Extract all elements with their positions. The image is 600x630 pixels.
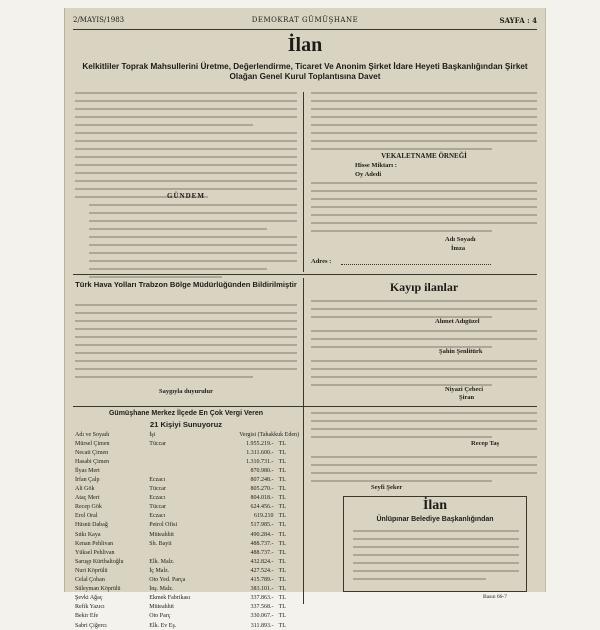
tax-cell-currency: TL (278, 486, 286, 493)
tax-cell-tax: 383.101.- (250, 586, 274, 593)
tax-cell-tax: 330.067.- (250, 613, 274, 620)
tax-cell-job: Tüccar (149, 504, 166, 511)
tax-cell-tax: 490.284.- (250, 531, 274, 538)
tax-cell-job: Oto Yed. Parça (149, 577, 186, 584)
tax-cell-tax: 1.311.600.- (246, 449, 274, 456)
tax-cell-currency: TL (278, 549, 286, 556)
tax-table-row (73, 585, 301, 594)
tax-cell-currency: TL (278, 595, 286, 602)
masthead-rule (73, 29, 537, 30)
tax-cell-name: Bekir Efe (75, 613, 99, 620)
tax-table-row (73, 566, 301, 575)
tax-cell-name: Erol Oral (75, 513, 98, 520)
tax-table (73, 430, 301, 630)
kayip-name-4: Recep Taş (471, 440, 499, 447)
tax-cell-job: Tüccar (149, 486, 166, 493)
tax-cell-currency: TL (278, 613, 286, 620)
tax-cell-name: Celal Çoban (75, 577, 105, 584)
tax-cell-currency: TL (278, 477, 286, 484)
tax-cell-tax: 415.789.- (250, 577, 274, 584)
tax-table-row (73, 530, 301, 539)
tax-cell-tax: 870.980.- (250, 467, 274, 474)
tax-cell-name: Yüksel Pehlivan (75, 549, 115, 556)
ilan-top-title: İlan (287, 34, 323, 56)
tax-cell-currency: TL (278, 495, 286, 502)
tax-cell-name: Nuri Köprülü (75, 567, 108, 574)
tax-cell-currency: TL (278, 522, 286, 529)
tax-cell-name: Sabri Çiğercı (75, 622, 107, 629)
tax-cell-tax: 337.863.- (250, 595, 274, 602)
tax-cell-name: Ataç Mert (75, 495, 100, 502)
tax-cell-currency: TL (278, 531, 286, 538)
tax-cell-tax: 488.737.- (250, 549, 274, 556)
tax-cell-job: Petrol Ofisi (149, 522, 178, 529)
tax-table-row (73, 612, 301, 621)
tax-cell-job: Oto Parç (149, 613, 171, 620)
vekaletname-text (311, 182, 537, 238)
tax-table-row (73, 439, 301, 448)
tax-cell-name: Süleyman Köprülü (75, 586, 121, 593)
tax-table-row (73, 448, 301, 457)
thy-heading: Türk Hava Yolları Trabzon Bölge Müdürlüğünden Bildirilmiştir (75, 280, 297, 289)
tax-cell-tax: 1.955.219.- (246, 440, 274, 447)
kayip-notice-2 (311, 330, 537, 354)
column-divider-bottom (303, 278, 304, 604)
tax-cell-name: Ali Gök (75, 486, 95, 493)
tax-cell-job: İnş. Malz. (149, 586, 174, 593)
ilan-bottom-text (353, 530, 519, 586)
kelkit-heading: Kelkitliler Toprak Mahsullerini Üretme, Değerlendirme, Ticaret Ve Anonim Şirket İdare Heyeti Başkanlığından Şirket Olağan Genel Kurul Toplantısına Davet (82, 62, 528, 82)
header-job: İşi (149, 431, 156, 438)
tax-cell-name: Necati Çimen (75, 449, 109, 456)
hisse-miktari-label: Hisse Miktarı : (355, 162, 397, 169)
kayip-notice-1 (311, 300, 537, 324)
tax-cell-tax: 432.824.- (250, 558, 274, 565)
vekaletname-title: VEKALETNAME ÖRNEĞİ (381, 152, 467, 160)
tax-table-row (73, 603, 301, 612)
tax-cell-name: Kenan Pehlivan (75, 540, 114, 547)
thy-sign: Saygıyla duyurulur (158, 388, 213, 395)
kayip-name-5: Seyfi Şeker (371, 484, 403, 491)
tax-cell-currency: TL (278, 586, 286, 593)
tax-cell-job: Elk. Ev Eş. (149, 622, 177, 629)
tax-table-row (73, 548, 301, 557)
tax-table-row (73, 494, 301, 503)
kayip-notice-5 (311, 456, 537, 488)
gumushane-subheading: 21 Kişiyi Sunuyoruz (149, 420, 223, 429)
tax-cell-currency: TL (278, 540, 286, 547)
tax-table-row (73, 594, 301, 603)
tax-cell-name: Şevki Ağaç (75, 595, 103, 602)
tax-table-row (73, 457, 301, 466)
tax-cell-currency: TL (278, 577, 286, 584)
section-rule-2 (73, 406, 537, 407)
tax-cell-job: Sh. Bayii (149, 540, 172, 547)
tax-cell-tax: 1.310.731.- (246, 458, 274, 465)
tax-cell-job (147, 548, 210, 557)
tax-cell-tax: 337.568.- (250, 604, 274, 611)
oy-adedi-label: Oy Adedi (355, 171, 382, 178)
column-divider-top (303, 92, 304, 272)
kayip-notice-3 (311, 360, 537, 392)
tax-table-row (73, 521, 301, 530)
gumushane-heading: Gümüşhane Merkez İlçede En Çok Vergi Veren (108, 410, 264, 417)
tax-cell-currency: TL (278, 467, 286, 474)
ilan-bottom-heading: Ünlüpınar Belediye Başkanlığından (376, 516, 494, 523)
tax-cell-job: Müteahhit (149, 531, 174, 538)
tax-cell-tax: 488.737.- (250, 540, 274, 547)
tax-table-row (73, 466, 301, 475)
kelkit-body-text (75, 92, 297, 204)
tax-cell-tax: 624.456.- (250, 504, 274, 511)
tax-cell-job: Müteahhit (149, 604, 174, 611)
tax-cell-currency: TL (278, 567, 286, 574)
kayip-ilanlar-title: Kayıp ilanlar (389, 280, 459, 294)
tax-cell-tax: 517.985.- (250, 522, 274, 529)
tax-cell-name: Sıtkı Kaya (75, 531, 101, 538)
tax-cell-name: Hasabi Çimen (75, 458, 110, 465)
kayip-name-1: Ahmet Adıgüzel (435, 318, 480, 325)
header-tax: Vergisi (Tahakkuk Eden) (239, 431, 299, 438)
tax-cell-tax: 619.210 (254, 513, 274, 520)
tax-table-row (73, 621, 301, 630)
tax-cell-currency: TL (278, 513, 286, 520)
tax-cell-tax: 807.248.- (250, 477, 274, 484)
tax-cell-name: Recep Gök (75, 504, 102, 511)
ilan-bottom-title: İlan (422, 498, 448, 513)
tax-cell-job: Eczacı (149, 495, 166, 502)
signature-name-label: Adı Soyadı (445, 236, 476, 243)
tax-cell-currency: TL (278, 622, 286, 629)
tax-cell-job (147, 466, 210, 475)
tax-cell-name: İrfan Çalp (75, 477, 100, 484)
tax-table-row (73, 539, 301, 548)
newspaper-page (64, 8, 546, 629)
kelkit-body-text-right (311, 92, 537, 156)
tax-cell-currency: TL (278, 458, 286, 465)
tax-table-row (73, 475, 301, 484)
tax-table-row (73, 557, 301, 566)
tax-table-row (73, 503, 301, 512)
tax-cell-tax: 805.270.- (250, 486, 274, 493)
adres-label: Adres : (311, 258, 332, 265)
masthead-date: 2/MAYIS/1983 (73, 16, 125, 24)
tax-cell-job: İç Malz. (149, 567, 170, 574)
tax-cell-job: Eczacı (149, 477, 166, 484)
tax-table-header (73, 430, 301, 439)
tax-cell-name: Refik Yazıcı (75, 604, 105, 611)
tax-cell-currency: TL (278, 440, 286, 447)
tax-cell-name: Saruşp Kürtbaltoğlu (75, 558, 124, 565)
footer-code: Basın 66-7 (483, 594, 507, 600)
kayip-name-3-place: Şiran (459, 394, 475, 401)
tax-cell-tax: 311.893.- (250, 622, 274, 629)
tax-cell-tax: 427.524.- (250, 567, 274, 574)
kayip-notice-4 (311, 412, 537, 444)
tax-cell-tax: 804.018.- (250, 495, 274, 502)
tax-cell-name: Hüsnü Dabağ (75, 522, 108, 529)
masthead-title: DEMOKRAT GÜMÜŞHANE (251, 16, 359, 24)
tax-cell-job (147, 457, 210, 466)
tax-cell-name: İlyas Mert (75, 467, 100, 474)
thy-body-text (75, 304, 297, 384)
tax-cell-job: Tüccar (149, 440, 166, 447)
tax-cell-job: Elk. Malz. (149, 558, 175, 565)
tax-cell-job: Ekmek Fabrikası (149, 595, 191, 602)
tax-cell-currency: TL (278, 449, 286, 456)
masthead-page-number: SAYFA : 4 (499, 16, 537, 25)
masthead (73, 16, 537, 28)
tax-table-row (73, 576, 301, 585)
agenda-label: GÜNDEM (167, 192, 205, 200)
adres-line (341, 264, 491, 265)
kayip-name-2: Şahin Şenlitürk (439, 348, 483, 355)
tax-cell-job (147, 448, 210, 457)
agenda-items (75, 204, 297, 284)
tax-cell-currency: TL (278, 604, 286, 611)
header-name: Adı ve Soyadı (75, 431, 110, 438)
tax-cell-name: Mürsel Çimen (75, 440, 110, 447)
section-rule-1 (73, 274, 537, 275)
tax-cell-currency: TL (278, 558, 286, 565)
signature-imza-label: İmza (451, 245, 466, 252)
tax-cell-job: Eczacı (149, 513, 166, 520)
tax-table-row (73, 485, 301, 494)
tax-table-row (73, 512, 301, 521)
tax-cell-currency: TL (278, 504, 286, 511)
kayip-name-3: Niyazi Çebeci (445, 386, 484, 393)
